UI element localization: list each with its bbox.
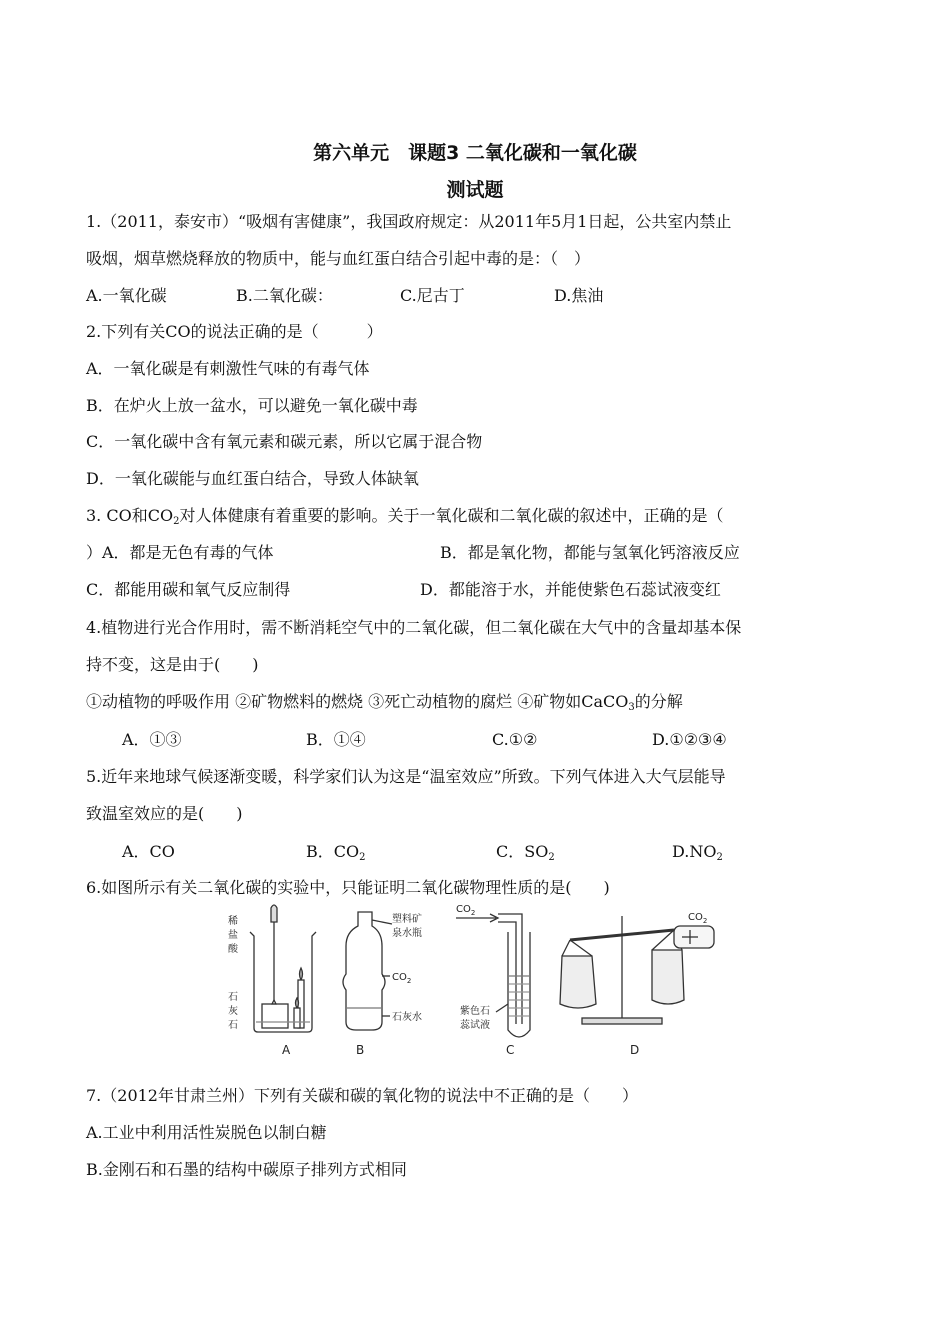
q7-option-a: A.工业中利用活性炭脱色以制白糖: [86, 1123, 327, 1142]
q5-stem-line1: 5.近年来地球气候逐渐变暖，科学家们认为这是“温室效应”所致。下列气体进入大气层能导: [86, 767, 726, 786]
paper-bag-icon: [652, 950, 684, 1004]
q1-stem-line1: 1.（2011，泰安市）“吸烟有害健康”，我国政府规定：从2011年5月1日起，公共室内禁止: [86, 212, 732, 231]
q1-option-b: B.二氧化碳：: [236, 286, 333, 305]
q3-option-b: B．都是氧化物，都能与氢氧化钙溶液反应: [440, 543, 740, 562]
q2-option-b: B．在炉火上放一盆水，可以避免一氧化碳中毒: [86, 396, 418, 415]
q4-option-a: A．①③: [122, 730, 182, 749]
experiment-figure: [222, 904, 722, 1060]
svg-text:泉水瓶: 泉水瓶: [392, 928, 422, 939]
q2-option-c: C．一氧化碳中含有氧元素和碳元素，所以它属于混合物: [86, 432, 483, 451]
q5-option-a: A．CO: [122, 842, 175, 861]
svg-text:CO2: $CO_2$: [688, 912, 708, 925]
q4-stem-line1: 4.植物进行光合作用时，需不断消耗空气中的二氧化碳，但二氧化碳在大气中的含量却基本保: [86, 618, 742, 637]
svg-text:CO2: $CO_2$: [392, 972, 412, 985]
svg-text:酸: 酸: [228, 944, 238, 955]
plastic-bottle-icon: [343, 912, 385, 1030]
svg-text:紫色石: 紫色石: [460, 1006, 490, 1017]
q4-option-d: D.①②③④: [652, 730, 727, 749]
candle-icon: [294, 1008, 300, 1028]
svg-text:石: 石: [228, 992, 238, 1003]
q1-option-d: D.焦油: [554, 286, 604, 305]
q3-option-a: ）A．都是无色有毒的气体: [86, 543, 274, 562]
q5-option-b: B．$CO_2$: [306, 842, 366, 863]
q2-stem: 2.下列有关CO的说法正确的是（ ）: [86, 322, 383, 341]
q4-items: ①动植物的呼吸作用 ②矿物燃料的燃烧 ③死亡动植物的腐烂 ④矿物如CaCO$_3$的分解: [86, 692, 683, 713]
q1-option-c: C.尼古丁: [400, 286, 465, 305]
figure-label-a: A: [282, 1043, 291, 1057]
q5-option-c: C．$SO_2$: [496, 842, 555, 863]
svg-text:蕊试液: 蕊试液: [460, 1020, 490, 1031]
q5-option-d: $D.NO_2$: [672, 842, 723, 863]
q4-stem-line2: 持不变，这是由于( ): [86, 655, 259, 674]
q3-option-d: D．都能溶于水，并能使紫色石蕊试液变红: [420, 580, 721, 599]
figure-label-c: C: [506, 1043, 515, 1057]
beaker-icon: [250, 932, 316, 1032]
q3-option-c: C．都能用碳和氧气反应制得: [86, 580, 291, 599]
page-subtitle: 测试题: [446, 179, 504, 201]
q4-option-b: B．①④: [306, 730, 366, 749]
q2-option-a: A．一氧化碳是有刺激性气味的有毒气体: [86, 359, 370, 378]
balance-stand-icon: [582, 1018, 662, 1024]
svg-text:塑料矿: 塑料矿: [392, 914, 422, 925]
svg-text:石: 石: [228, 1020, 238, 1031]
test-tube-icon: [262, 1004, 288, 1028]
q4-option-c: C.①②: [492, 730, 538, 749]
paper-bag-icon: [560, 956, 596, 1008]
q2-option-d: D．一氧化碳能与血红蛋白结合，导致人体缺氧: [86, 469, 419, 488]
svg-text:稀: 稀: [228, 916, 238, 927]
figure-label-b: B: [356, 1043, 365, 1057]
q5-stem-line2: 致温室效应的是( ): [86, 804, 243, 823]
q7-option-b: B.金刚石和石墨的结构中碳原子排列方式相同: [86, 1160, 407, 1179]
q3-stem: 3. CO和$CO_2$对人体健康有着重要的影响。关于一氧化碳和二氧化碳的叙述中，正确的是（: [86, 506, 724, 527]
svg-text:石灰水: 石灰水: [392, 1012, 422, 1023]
q7-stem: 7.（2012年甘肃兰州）下列有关碳和碳的氧化物的说法中不正确的是（ ）: [86, 1086, 638, 1105]
figure-label-d: D: [630, 1043, 640, 1057]
svg-text:CO2: $CO_2$: [456, 904, 476, 917]
q1-option-a: A.一氧化碳: [86, 286, 167, 305]
q6-stem: 6.如图所示有关二氧化碳的实验中，只能证明二氧化碳物理性质的是( ): [86, 878, 610, 897]
svg-text:盐: 盐: [228, 930, 238, 941]
q1-stem-line2: 吸烟，烟草燃烧释放的物质中，能与血红蛋白结合引起中毒的是：（ ）: [86, 249, 591, 268]
page-title: 第六单元 课题3 二氧化碳和一氧化碳: [313, 142, 637, 164]
svg-text:灰: 灰: [228, 1006, 238, 1017]
